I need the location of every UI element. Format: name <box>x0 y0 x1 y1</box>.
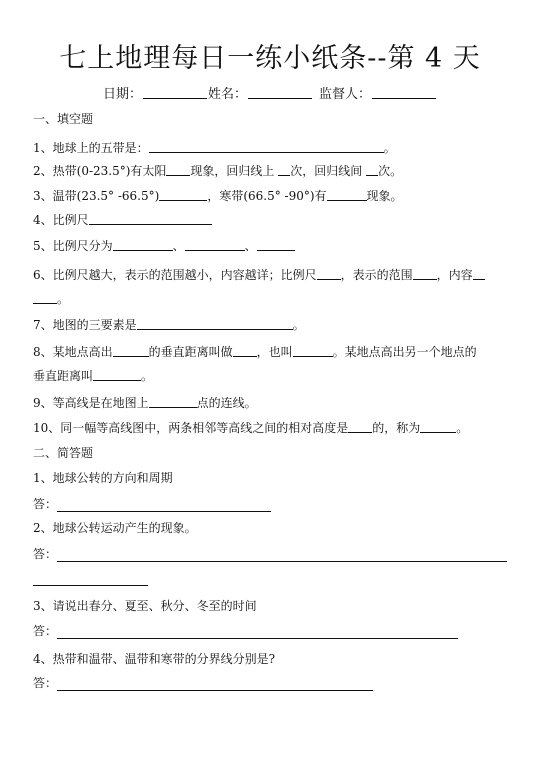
question-2-text-a: 2、热带(0-23.5°)有太阳 <box>33 164 167 178</box>
answer-blank[interactable] <box>420 421 456 433</box>
question-1 <box>33 141 396 156</box>
answer-line-3[interactable] <box>57 638 458 639</box>
answer-blank[interactable] <box>348 421 372 433</box>
question-7 <box>33 318 305 333</box>
question-3 <box>33 189 403 204</box>
question-1-text: 1、地球上的五带是： <box>33 141 149 155</box>
short-question-1: 1、地球公转的方向和周期 <box>33 471 173 485</box>
question-3-text-b: ，寒带(66.5° -90°)有 <box>207 189 327 203</box>
answer-blank[interactable] <box>89 213 212 225</box>
question-6-text-b: ，表示的范围 <box>340 268 413 282</box>
question-2-text-b: 现象，回归线上 <box>190 164 279 178</box>
question-3-text-a: 3、温带(23.5° -66.5°) <box>33 189 160 203</box>
question-10-end: 。 <box>456 421 469 435</box>
date-blank[interactable] <box>143 86 207 99</box>
short-question-4: 4、热带和温带、温带和寒带的分界线分别是? <box>33 652 276 666</box>
answer-line-2[interactable] <box>57 561 507 562</box>
answer-blank[interactable] <box>293 345 333 357</box>
answer-line-4[interactable] <box>57 690 373 691</box>
question-9-text: 9、等高线是在地图上 <box>33 396 149 410</box>
answer-blank[interactable] <box>93 369 141 381</box>
answer-blank[interactable] <box>149 396 197 408</box>
answer-blank[interactable] <box>317 268 341 280</box>
answer-blank[interactable] <box>113 239 173 251</box>
question-5-text-a: 5、比例尺分为 <box>33 239 113 253</box>
question-8-end: 。 <box>141 369 154 383</box>
question-7-text: 7、地图的三要素是 <box>33 318 137 332</box>
question-7-end: 。 <box>292 318 305 332</box>
question-8-text-a: 8、某地点高出 <box>33 345 113 359</box>
question-8-text-e: 垂直距离叫 <box>33 369 94 383</box>
name-label: 姓名： <box>207 87 247 102</box>
answer-blank[interactable] <box>278 164 290 176</box>
question-2-text-c: 次，回归线间 <box>290 164 367 178</box>
name-blank[interactable] <box>248 86 312 99</box>
answer-blank[interactable] <box>159 189 207 201</box>
answer-label-2: 答： <box>33 547 58 561</box>
question-2-text-d: 次。 <box>378 164 403 178</box>
question-10-text: 10、同一幅等高线图中，两条相邻等高线之间的相对高度是 <box>33 421 349 435</box>
answer-label-3: 答： <box>33 624 58 638</box>
question-5-sep-1: 、 <box>172 239 185 253</box>
supervisor-blank[interactable] <box>372 86 436 99</box>
question-9 <box>33 396 257 411</box>
date-label: 日期： <box>102 87 142 102</box>
question-8-cont <box>33 369 153 384</box>
question-6-cont <box>33 292 69 307</box>
answer-blank[interactable] <box>113 345 149 357</box>
question-6-end: 。 <box>57 292 70 306</box>
answer-blank[interactable] <box>137 318 293 330</box>
question-5 <box>33 239 295 254</box>
answer-blank[interactable] <box>413 268 437 280</box>
answer-blank[interactable] <box>473 268 485 280</box>
short-question-2: 2、地球公转运动产生的现象。 <box>33 521 197 535</box>
answer-label-4: 答： <box>33 676 58 690</box>
answer-line-2b[interactable] <box>33 585 148 586</box>
question-8-text-d: 。某地点高出另一个地点的 <box>332 345 477 359</box>
question-3-text-c: 现象。 <box>366 189 403 203</box>
question-8-text-c: ，也叫 <box>256 345 293 359</box>
question-4-text: 4、比例尺 <box>33 213 89 227</box>
answer-blank[interactable] <box>257 239 295 251</box>
section-heading-fill: 一、填空题 <box>33 112 94 126</box>
question-8 <box>33 345 477 360</box>
question-4 <box>33 213 212 228</box>
page-title: 七上地理每日一练小纸条--第 4 天 <box>59 43 481 74</box>
question-9-end: 点的连线。 <box>196 396 257 410</box>
question-10 <box>33 421 468 436</box>
answer-blank[interactable] <box>166 164 190 176</box>
answer-blank[interactable] <box>149 141 384 153</box>
question-2 <box>33 164 402 179</box>
supervisor-label: 监督人： <box>319 87 372 102</box>
info-line <box>0 83 540 102</box>
question-8-text-b: 的垂直距离叫做 <box>148 345 233 359</box>
answer-blank[interactable] <box>366 164 378 176</box>
answer-blank[interactable] <box>327 189 367 201</box>
question-5-sep-2: 、 <box>244 239 257 253</box>
question-6-text-a: 6、比例尺越大，表示的范围越小，内容越详；比例尺 <box>33 268 317 282</box>
short-question-3: 3、请说出春分、夏至、秋分、冬至的时间 <box>33 599 257 613</box>
section-heading-short: 二、简答题 <box>33 446 94 460</box>
answer-blank[interactable] <box>233 345 257 357</box>
question-6 <box>33 268 485 283</box>
answer-blank[interactable] <box>185 239 245 251</box>
answer-label-1: 答： <box>33 497 58 511</box>
answer-blank[interactable] <box>33 292 57 304</box>
question-10-text-b: 的，称为 <box>372 421 421 435</box>
answer-line-1[interactable] <box>57 511 271 512</box>
question-1-end: 。 <box>383 141 396 155</box>
question-6-text-c: ，内容 <box>436 268 473 282</box>
